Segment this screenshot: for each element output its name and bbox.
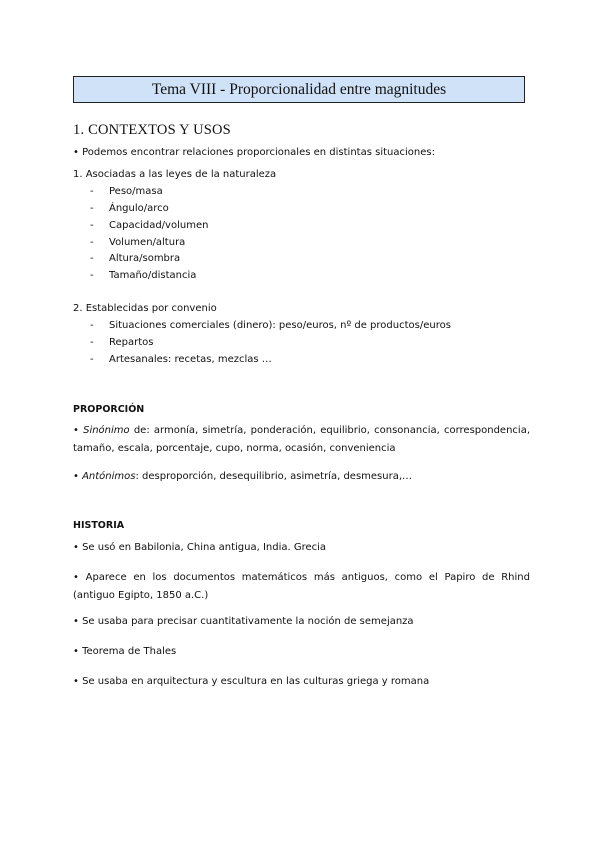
dash-marker: -	[90, 253, 94, 264]
sinonimo-label: Sinónimo	[83, 425, 130, 436]
dash-marker: -	[90, 270, 94, 281]
bullet: •	[73, 425, 84, 436]
dash-marker: -	[90, 337, 94, 348]
dash-marker: -	[90, 186, 94, 197]
historia-item: • Teorema de Thales	[73, 646, 177, 657]
list-item: Situaciones comerciales (dinero): peso/euros, nº de productos/euros	[109, 320, 451, 331]
antonimos-paragraph	[73, 468, 530, 486]
bullet: •	[73, 471, 83, 482]
dash-marker: -	[90, 220, 94, 231]
intro-text: • Podemos encontrar relaciones proporcionales en distintas situaciones:	[73, 147, 435, 158]
group1-label: 1. Asociadas a las leyes de la naturaleza	[73, 169, 277, 180]
page-title: Tema VIII - Proporcionalidad entre magnitudes	[73, 76, 525, 103]
dash-marker: -	[90, 354, 94, 365]
list-item: Altura/sombra	[109, 253, 181, 264]
list-item: Capacidad/volumen	[109, 220, 209, 231]
dash-marker: -	[90, 320, 94, 331]
historia-heading: HISTORIA	[73, 520, 125, 531]
sinonimo-text: de: armonía, simetría, ponderación, equilibrio, consonancia, correspondencia, tamaño, escala, porcentaje, cupo, norma, ocasión, conveniencia	[73, 425, 531, 454]
list-item: Ángulo/arco	[109, 203, 169, 214]
dash-marker: -	[90, 237, 94, 248]
list-item: Volumen/altura	[109, 237, 186, 248]
dash-marker: -	[90, 203, 94, 214]
historia-item: • Se usó en Babilonia, China antigua, India. Grecia	[73, 542, 327, 553]
list-item: Tamaño/distancia	[109, 270, 197, 281]
historia-item: • Aparece en los documentos matemáticos más antiguos, como el Papiro de Rhind (antiguo Egipto, 1850 a.C.)	[73, 572, 530, 601]
sinonimo-paragraph	[73, 422, 530, 458]
list-item: Peso/masa	[109, 186, 163, 197]
proporcion-heading: PROPORCIÓN	[73, 404, 145, 415]
antonimos-text: : desproporción, desequilibrio, asimetría, desmesura,…	[135, 471, 413, 482]
group2-label: 2. Establecidas por convenio	[73, 303, 217, 314]
historia-item: • Se usaba para precisar cuantitativamente la noción de semejanza	[73, 616, 414, 627]
section-heading-contextos: 1. CONTEXTOS Y USOS	[73, 122, 231, 138]
historia-item: • Se usaba en arquitectura y escultura en las culturas griega y romana	[73, 676, 430, 687]
antonimos-label: Antónimos	[82, 471, 136, 482]
list-item: Artesanales: recetas, mezclas …	[109, 354, 272, 365]
list-item: Repartos	[109, 337, 154, 348]
